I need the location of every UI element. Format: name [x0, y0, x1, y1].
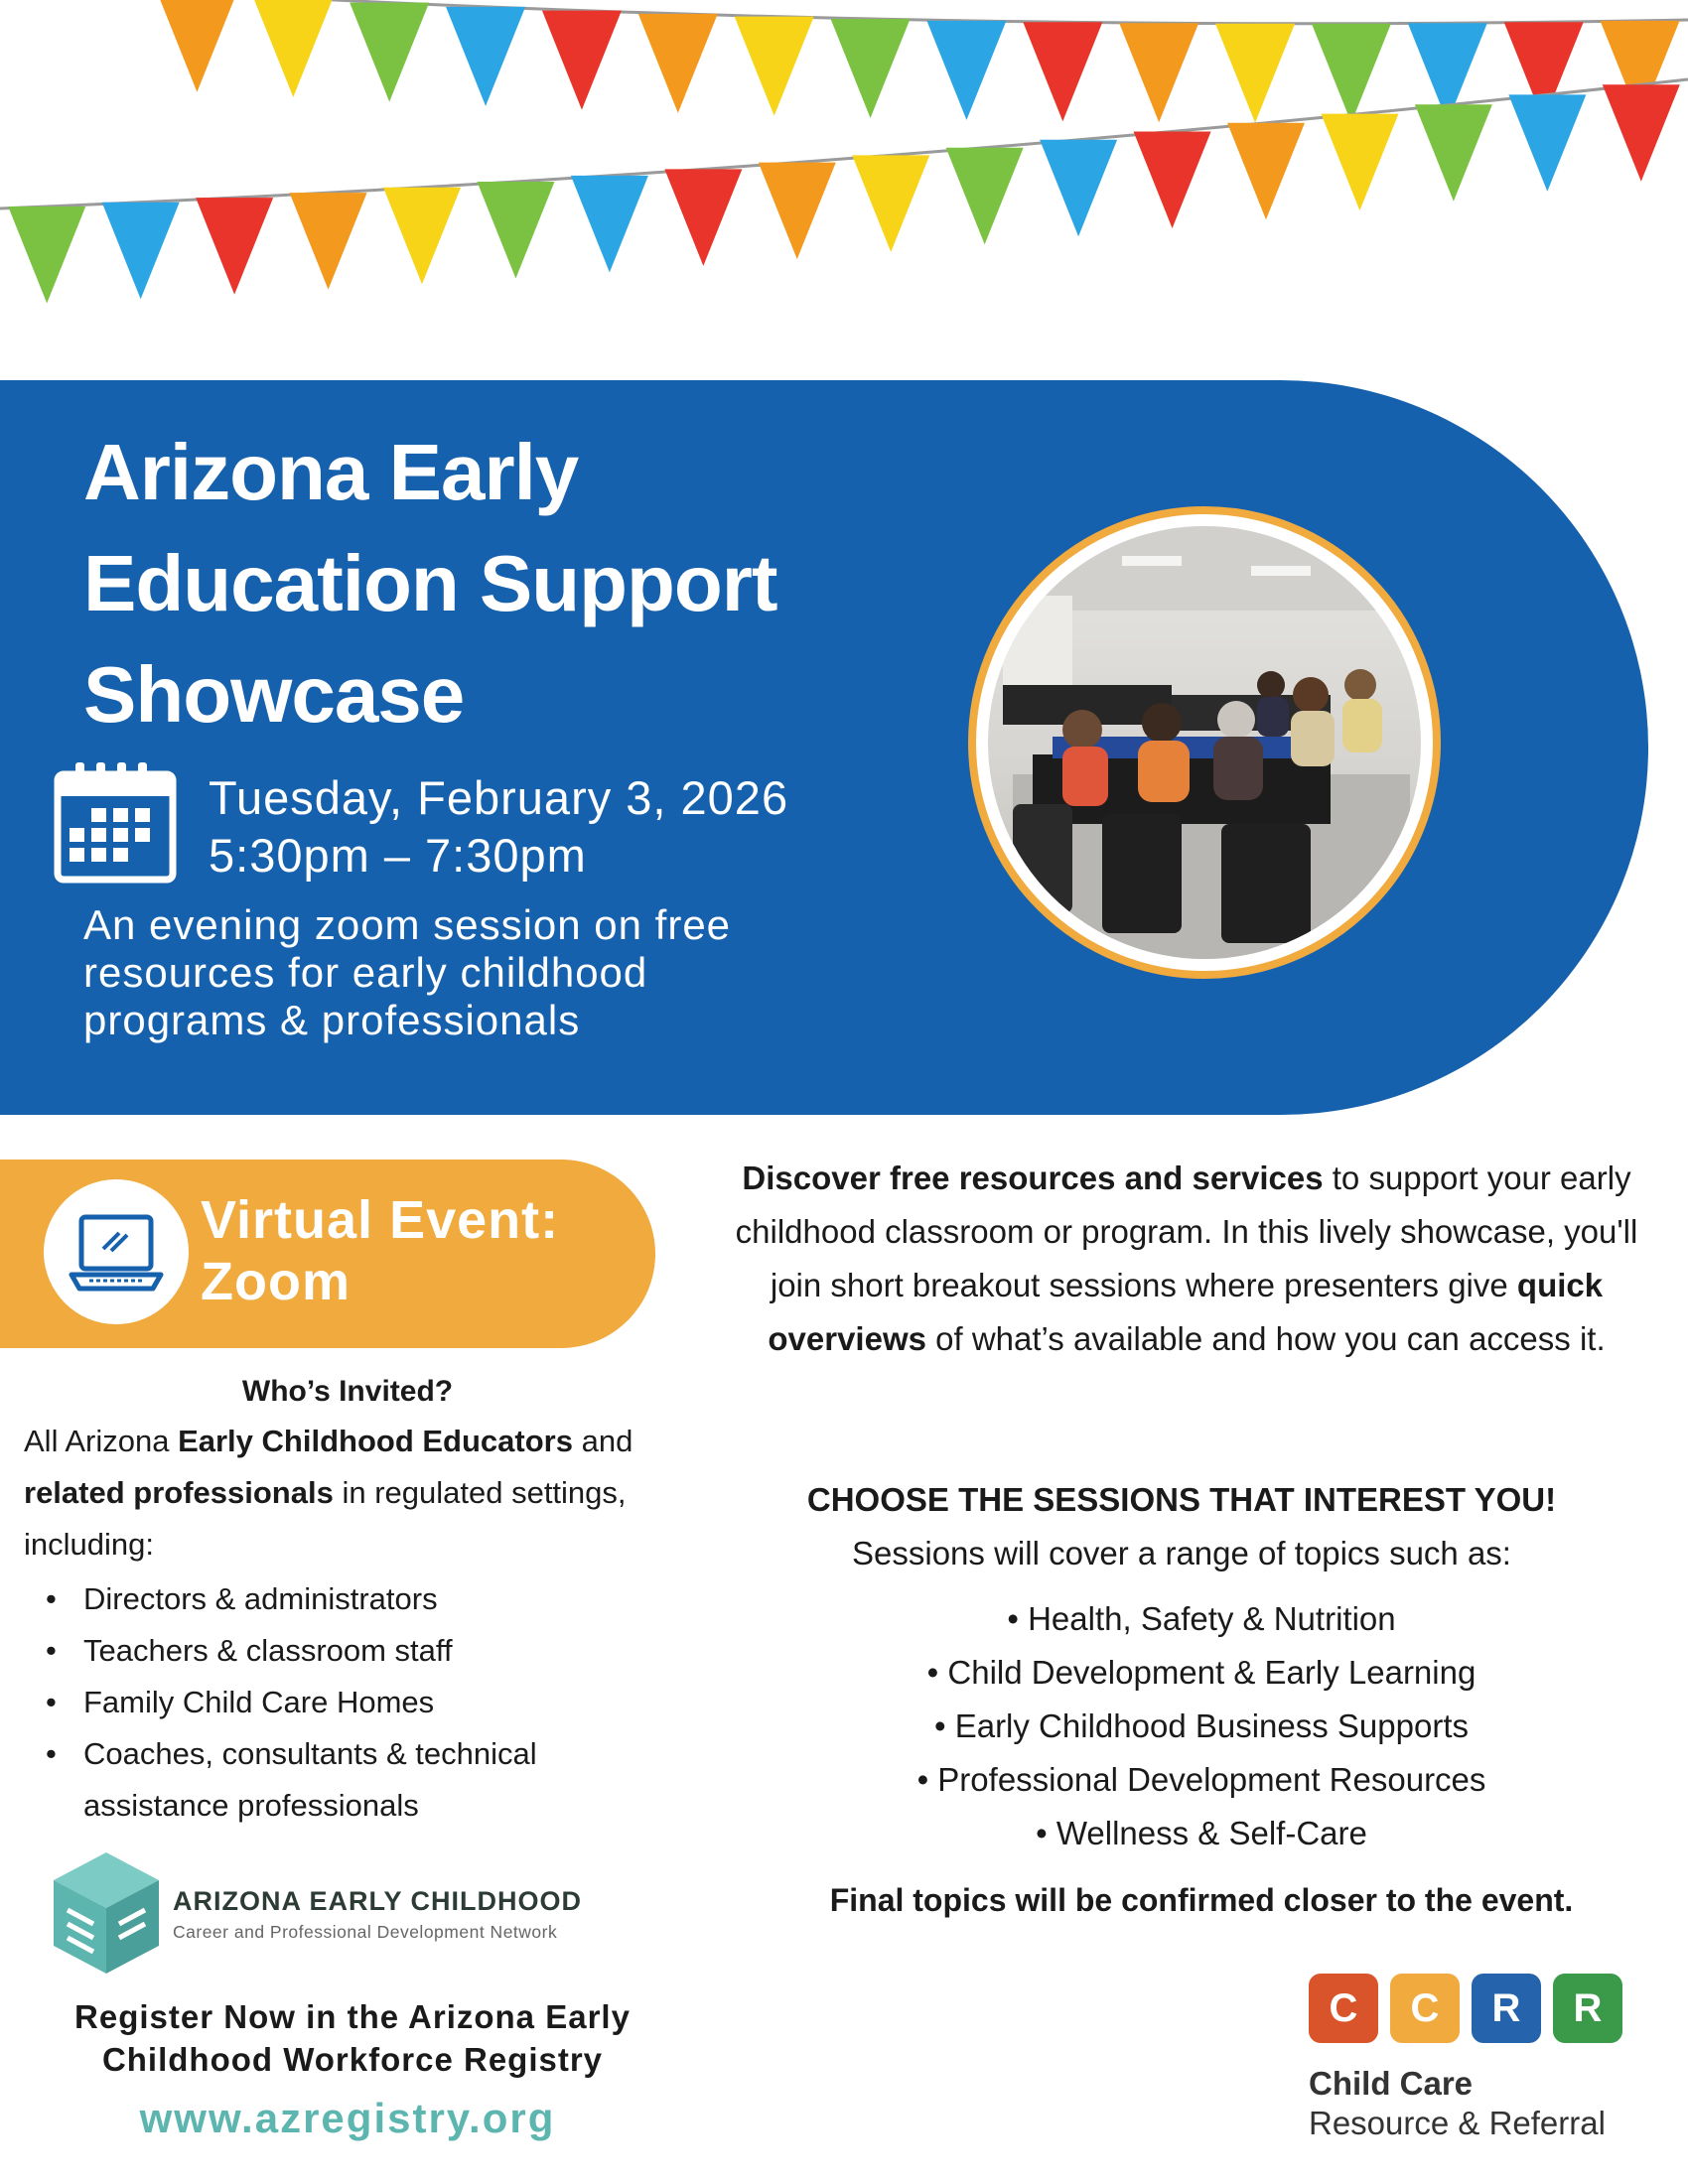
- discover-text: to support your early childhood classroom or program. In this lively showcase, you'll join short breakout sessions where presenters give: [735, 1160, 1638, 1303]
- azec-cube-logo: [50, 1848, 164, 1978]
- calendar-icon: [54, 760, 177, 884]
- title-line: Arizona Early: [83, 428, 579, 516]
- register-line1: Register Now in the Arizona Early: [74, 1998, 631, 2035]
- register-line2: Childhood Workforce Registry: [101, 2041, 604, 2078]
- laptop-icon: [44, 1179, 189, 1324]
- list-item: • Family Child Care Homes: [24, 1677, 669, 1728]
- description-line: resources for early childhood: [83, 949, 648, 996]
- description-line: programs & professionals: [83, 997, 581, 1043]
- pennant-flag: [735, 17, 814, 116]
- list-item: • Coaches, consultants & technical assistance professionals: [24, 1728, 669, 1832]
- pennant-flag: [383, 188, 461, 285]
- event-time: 5:30pm – 7:30pm: [209, 829, 587, 882]
- event-datetime: [209, 769, 788, 885]
- virtual-event-label: [201, 1189, 559, 1312]
- pennant-flag: [253, 0, 333, 97]
- final-topics-note: Final topics will be confirmed closer to the event.: [829, 1882, 1574, 1918]
- pennant-flag: [157, 0, 236, 92]
- pennant-flag: [1603, 84, 1680, 181]
- discover-emphasis: Discover free resources and services: [742, 1160, 1324, 1196]
- ccrr-logo-tiles: [1309, 1974, 1626, 2049]
- ccrr-logo-line2: Resource & Referral: [1309, 2105, 1606, 2141]
- azec-logo-subtitle: Career and Professional Development Network: [173, 1922, 558, 1942]
- pennant-flag: [1508, 94, 1586, 192]
- pennant-flag: [542, 11, 622, 110]
- pennant-flag: [759, 163, 836, 260]
- discover-paragraph: [720, 1152, 1653, 1366]
- topic-item: • Wellness & Self-Care: [1036, 1815, 1367, 1851]
- pennant-flag: [664, 169, 742, 265]
- pennant-flag: [102, 203, 180, 300]
- pennant-flag: [571, 176, 648, 273]
- pennant-flag: [926, 21, 1006, 120]
- pennant-flag: [1119, 23, 1198, 122]
- topic-item: • Health, Safety & Nutrition: [1007, 1600, 1396, 1637]
- page-title: [83, 417, 937, 751]
- pennant-flag: [290, 193, 367, 289]
- register-callout: [0, 1995, 705, 2081]
- intro-emphasis: related professionals: [24, 1475, 334, 1510]
- intro-text: in regulated settings, including:: [24, 1475, 627, 1562]
- topics-list: [715, 1592, 1688, 1860]
- laptop-badge: [44, 1179, 189, 1324]
- topic-item: • Early Childhood Business Supports: [933, 1707, 1469, 1744]
- title-line: Showcase: [83, 650, 465, 739]
- ccrr-tile: R: [1553, 1974, 1622, 2043]
- pennant-flag: [477, 182, 554, 278]
- intro-emphasis: Early Childhood Educators: [178, 1424, 573, 1458]
- pennant-flag: [1134, 131, 1211, 228]
- who-invited-heading: Who’s Invited?: [241, 1375, 454, 1408]
- pennant-flag: [446, 7, 525, 106]
- pennant-flag: [1215, 24, 1295, 123]
- pennant-flag: [1227, 123, 1305, 220]
- virtual-line2: Zoom: [201, 1252, 351, 1311]
- pennant-flag: [831, 19, 911, 118]
- pennant-flag: [196, 198, 273, 294]
- discover-emphasis: quick overviews: [768, 1267, 1604, 1357]
- pennant-bunting: [0, 0, 1688, 357]
- list-item: • Directors & administrators: [24, 1573, 669, 1625]
- garland-bottom: [0, 79, 1688, 304]
- sessions-heading: CHOOSE THE SESSIONS THAT INTEREST YOU!: [806, 1481, 1557, 1518]
- pennant-flag: [852, 155, 929, 252]
- azec-logo-name: ARIZONA EARLY CHILDHOOD: [173, 1886, 583, 1916]
- event-date: Tuesday, February 3, 2026: [209, 771, 789, 824]
- pennant-flag: [946, 148, 1024, 245]
- pennant-flag: [350, 3, 429, 102]
- pennant-flag: [1321, 114, 1398, 210]
- ccrr-logo-line1: Child Care: [1309, 2065, 1474, 2102]
- intro-text: All Arizona: [24, 1424, 179, 1458]
- pennant-flag: [1415, 104, 1492, 201]
- who-invited-intro: [24, 1416, 659, 1570]
- event-description: [83, 901, 898, 1044]
- virtual-line1: Virtual Event:: [201, 1190, 560, 1250]
- topic-item: • Professional Development Resources: [916, 1761, 1486, 1798]
- ccrr-tile: C: [1309, 1974, 1378, 2043]
- topic-item: • Child Development & Early Learning: [926, 1654, 1477, 1691]
- invitee-list: [24, 1573, 669, 1832]
- pennant-flag: [638, 14, 718, 113]
- description-line: An evening zoom session on free: [83, 901, 732, 948]
- pennant-flag: [1312, 24, 1391, 123]
- ccrr-tile: R: [1472, 1974, 1541, 2043]
- discover-text: of what’s available and how you can access it.: [925, 1320, 1606, 1357]
- pennant-flag: [1040, 140, 1117, 237]
- sessions-intro: Sessions will cover a range of topics such as:: [852, 1535, 1511, 1571]
- list-item: • Teachers & classroom staff: [24, 1625, 669, 1677]
- registry-url-link[interactable]: www.azregistry.org: [139, 2095, 556, 2141]
- ccrr-tile: C: [1390, 1974, 1460, 2043]
- pennant-flag: [8, 206, 85, 303]
- pennant-flag: [1023, 22, 1102, 121]
- intro-text: and: [572, 1424, 633, 1458]
- title-line: Education Support: [83, 539, 777, 627]
